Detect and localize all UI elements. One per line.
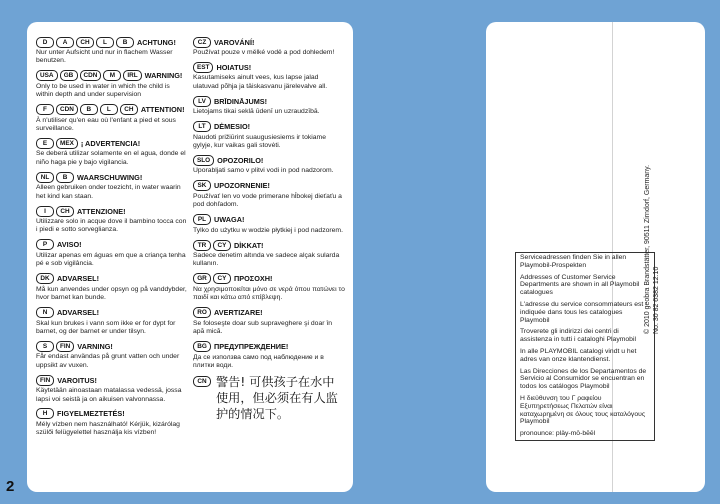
- warnings-panel: [27, 22, 353, 492]
- warning-heading: [193, 95, 345, 107]
- country-badge: CH: [56, 206, 74, 217]
- country-badge: H: [36, 408, 54, 419]
- warning-text: Alleen gebruiken onder toezicht, in water waarin het kind kan staan.: [36, 184, 181, 200]
- warning-block: [36, 70, 188, 100]
- country-badge: LV: [193, 96, 211, 107]
- warning-heading: [36, 171, 188, 183]
- warning-text: Se foloseşte doar sub supraveghere şi doar în apă mică.: [193, 319, 333, 336]
- warning-heading: [193, 61, 345, 73]
- service-address-text: Η διεύθυνση του Γ ραφείου Εξυπηρετήσεως Πελατών είναι καταχωρημένη σε όλους τους καταλόγους Playmobil: [520, 394, 646, 426]
- country-badge: CDN: [56, 104, 78, 115]
- warning-heading: [36, 36, 188, 48]
- warning-heading: [36, 239, 188, 251]
- country-badge: LT: [193, 121, 211, 132]
- warning-block: [36, 374, 188, 404]
- warning-title: ADVARSEL!: [57, 308, 100, 317]
- warning-block: [193, 239, 345, 269]
- service-address-text: Addresses of Customer Service Departments are shown in all Playmobil catalogues: [520, 273, 640, 297]
- warning-title: DĖMESIO!: [214, 122, 251, 132]
- warning-text: Používat pouze v mělké vodě a pod dohledem!: [193, 49, 335, 56]
- warning-heading: [193, 273, 345, 285]
- warning-title: ΠΡΟΣΟΧΗ!: [234, 274, 273, 284]
- warning-heading: [193, 341, 345, 353]
- warning-title: ATTENZIONE!: [77, 206, 126, 216]
- country-badge: SK: [193, 180, 211, 191]
- warning-heading: [36, 70, 188, 82]
- warning-text: Utilizzare solo in acque dove il bambino tocca con i piedi e sotto sorveglianza.: [36, 218, 187, 234]
- warning-block: [36, 36, 188, 66]
- warning-block: [193, 95, 345, 116]
- warning-block: [36, 104, 188, 134]
- country-badge: SLO: [193, 155, 214, 166]
- warning-text: Uporabljati samo v plitvi vodi in pod nadzorom.: [193, 167, 334, 175]
- warning-title: DİKKAT!: [234, 240, 264, 250]
- country-badge: CN: [193, 376, 211, 387]
- warning-title: BRĪDINĀJUMS!: [214, 96, 268, 106]
- country-badge: BG: [193, 341, 211, 352]
- copyright-notice: [643, 165, 661, 334]
- warning-cn: [193, 374, 345, 422]
- warning-heading: [36, 340, 188, 352]
- country-badge: NL: [36, 172, 54, 183]
- warning-text: Får endast användas på grunt vatten och under uppsikt av vuxen.: [36, 353, 180, 369]
- warning-block: [193, 61, 345, 91]
- country-badge: USA: [36, 70, 58, 81]
- warning-block: [36, 273, 188, 303]
- country-badge: GR: [193, 273, 211, 284]
- warning-heading: [193, 180, 345, 192]
- country-badge: S: [36, 341, 54, 352]
- country-badge: IRL: [123, 70, 141, 81]
- warning-text: Käytetään ainoastaan matalassa vedessä, jossa lapsi voi seistä ja on aikuisen valvonnassa.: [36, 387, 182, 403]
- country-badge: CDN: [80, 70, 102, 81]
- warning-title: VAROITUS!: [57, 375, 97, 385]
- country-badge: DK: [36, 273, 54, 284]
- country-badge: A: [56, 37, 74, 48]
- warning-block: [193, 273, 345, 303]
- warning-text: Mély vízben nem használható! Kérjük, kizárólag szülői felügyelettel használja kis vízben!: [36, 420, 180, 437]
- warning-text: Nur unter Aufsicht und nur in flachem Wasser benutzen.: [36, 49, 173, 65]
- service-address-text: Serviceadressen finden Sie in allen Playmobil-Prospekten: [520, 254, 627, 269]
- warning-heading: [193, 154, 345, 166]
- warning-heading: [36, 307, 188, 319]
- country-badge: D: [36, 37, 54, 48]
- warning-heading: [36, 205, 188, 217]
- warning-heading: [36, 104, 188, 116]
- pronunciation-note: pronounce: pläy-mō-bēēl: [520, 430, 596, 438]
- warning-heading: [36, 273, 188, 285]
- warnings-right-column: [193, 36, 345, 442]
- warning-text: À n'utiliser qu'en eau où l'enfant a pied et sous surveillance.: [36, 116, 176, 133]
- warning-heading: [36, 137, 188, 149]
- warning-title: VAROVÁNÍ!: [214, 37, 255, 47]
- warning-text: 警告! 可供孩子在水中使用，但必须在有人监护的情况下。: [216, 375, 338, 422]
- warning-text: Sadece denetim altında ve sadece alçak sularda kullanın.: [193, 252, 340, 268]
- article-number-line: No. 30 82 6382 12.10: [653, 266, 660, 334]
- warning-title: ¡ ADVERTENCIA!: [80, 138, 141, 148]
- warning-block: [36, 239, 188, 269]
- warning-text: Να χρησιμοποιείται μόνο σε νερά όπου πατώνει το παιδί και κάτω από επίβλεψη.: [193, 285, 345, 302]
- page-number: 2: [6, 478, 15, 495]
- warning-title: AVISO!: [57, 240, 82, 250]
- country-badge: GB: [60, 70, 78, 81]
- country-badge: B: [116, 37, 134, 48]
- warning-text: Tylko do użytku w wodzie płytkiej i pod nadzorem.: [193, 226, 343, 234]
- country-badge: CY: [213, 240, 231, 251]
- country-badge: I: [36, 206, 54, 217]
- warning-text: Lietojams tikai seklā ūdenī un uzraudzībā.: [193, 108, 320, 116]
- warning-heading: [36, 408, 188, 420]
- country-badge: CZ: [193, 37, 211, 48]
- country-badge: RO: [193, 307, 211, 318]
- warning-block: [193, 214, 345, 235]
- warning-block: [193, 180, 345, 210]
- warning-block: [36, 205, 188, 235]
- warning-text: Må kun anvendes under opsyn og på vanddybder, hvor barnet kan bunde.: [36, 285, 187, 302]
- warning-heading: [193, 239, 345, 251]
- warning-title: HOIATUS!: [216, 62, 252, 72]
- warning-title: FIGYELMEZTETÉS!: [57, 409, 125, 419]
- warning-title: ADVARSEL!: [57, 274, 100, 284]
- country-badge: FIN: [36, 375, 54, 386]
- warning-block: [36, 408, 188, 438]
- service-address-text: Las Direcciones de los Departamentos de Servicio al Consumidor se encuentran en todos los catálogos Playmobil: [520, 367, 647, 391]
- warning-text: Používať len vo vode primerane hĺbokej dieťaťu a pod dohľadom.: [193, 192, 342, 209]
- copyright-line: © 2010 geobra Brandstätter, 90511 Zirndorf, Germany.: [644, 164, 651, 334]
- country-badge: TR: [193, 240, 211, 251]
- warnings-left-column: [36, 36, 188, 442]
- warning-heading: [193, 36, 345, 48]
- warning-text: Да се използва само под наблюдение и в плитки води.: [193, 353, 324, 369]
- warning-text: Naudoti prižiūrint suaugusiesiems ir tokiame gylyje, kur vaikas gali stovėti.: [193, 133, 326, 150]
- warning-title: ПРЕДУПРЕЖДЕНИЕ!: [214, 342, 289, 351]
- warning-block: [193, 154, 345, 175]
- country-badge: EST: [193, 62, 213, 73]
- warning-block: [193, 121, 345, 151]
- warning-text: Only to be used in water in which the child is within depth and under supervision: [36, 82, 170, 99]
- country-badge: CY: [213, 273, 231, 284]
- warning-title: WAARSCHUWING!: [77, 172, 143, 182]
- warning-title: OPOZORILO!: [217, 155, 264, 165]
- country-badge: E: [36, 138, 54, 149]
- warning-heading: [193, 121, 345, 133]
- country-badge: FIN: [56, 341, 74, 352]
- warning-heading: [193, 307, 345, 319]
- warning-title: VARNING!: [77, 341, 113, 351]
- country-badge: M: [103, 70, 121, 81]
- warning-block: [193, 36, 345, 57]
- warning-title: ATTENTION!: [140, 105, 185, 115]
- country-badge: B: [80, 104, 98, 115]
- country-badge: L: [96, 37, 114, 48]
- country-badge: P: [36, 239, 54, 250]
- warning-block: [36, 171, 188, 201]
- country-badge: CH: [76, 37, 94, 48]
- country-badge: CH: [120, 104, 138, 115]
- warning-title: WARNING!: [144, 71, 183, 81]
- warning-block: [36, 307, 188, 337]
- country-badge: B: [56, 172, 74, 183]
- warning-text: Se deberá utilizar solamente en el agua, donde el niño haga pie y bajo vigilancia.: [36, 150, 186, 166]
- country-badge: N: [36, 307, 54, 318]
- warning-title: UWAGA!: [214, 215, 245, 225]
- warning-title: AVERTIZARE!: [214, 308, 263, 318]
- warning-block: [193, 307, 345, 337]
- service-address-text: In alle PLAYMOBIL catalogi vindt u het adres van onze klantendienst.: [520, 347, 637, 363]
- warning-title: UPOZORNENIE!: [214, 181, 270, 191]
- service-address-text: Troverete gli indirizzi dei centri di assistenza in tutti i cataloghi Playmobil: [520, 328, 636, 344]
- warning-block: [36, 340, 188, 370]
- warning-heading: [36, 374, 188, 386]
- warning-block: [36, 137, 188, 167]
- warning-text: Utilizar apenas em águas em que a criança tenha pé e sob vigilância.: [36, 251, 186, 268]
- service-address-text: L'adresse du service consommateurs est indiquée dans tous les catalogues Playmobil: [520, 300, 644, 324]
- country-badge: F: [36, 104, 54, 115]
- warning-heading: [193, 214, 345, 226]
- country-badge: MEX: [56, 138, 78, 149]
- country-badge: L: [100, 104, 118, 115]
- warning-title: ACHTUNG!: [137, 37, 176, 47]
- service-address-box: [515, 252, 655, 441]
- country-badge: PL: [193, 214, 211, 225]
- warning-text: Kasutamiseks ainult vees, kus lapse jalad ulatuvad põhja ja täiskasvanu järelevalve all.: [193, 74, 328, 90]
- warning-block: [193, 341, 345, 371]
- warning-text: Skal kun brukes i vann som ikke er for dypt for barnet, og der barnet er under tilsyn.: [36, 319, 176, 335]
